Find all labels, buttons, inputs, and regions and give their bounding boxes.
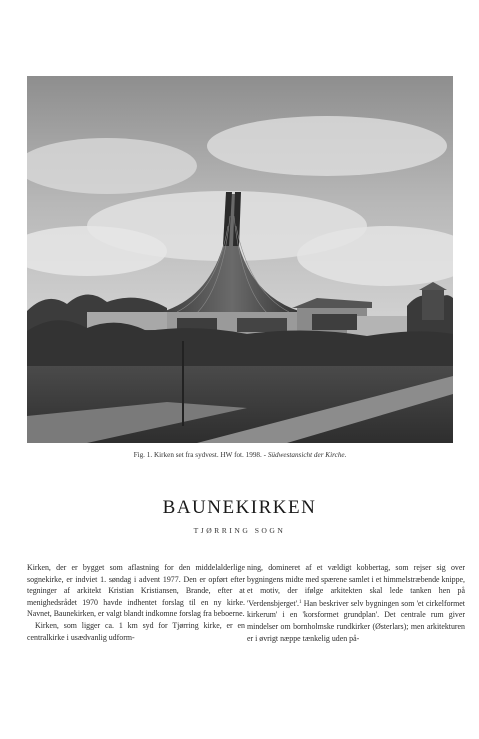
paragraph: Kirken, der er bygget som aflastning for den middelalderlige sognekirke, er indviet 1. søndag i advent 1977. Den er opført efter tegninger af arkitekt Kristian Kristiansen, Brande, efter at menighedsrådet 1970 havde indhentet forslag til en ny kirke. Navnet, Baunekirken, er valgt blandt indkomne forslag fra beboerne. [27,563,245,619]
text-column-left [27,562,245,643]
page-title: BAUNEKIRKEN [162,497,317,518]
paragraph [247,562,465,644]
caption-german: Südwestansicht der Kirche. [267,451,347,459]
footnote-ref: 1 [299,599,302,605]
figure-caption [27,451,453,459]
text-column-right [247,562,465,644]
paragraph-text: Han beskriver selv bygningen som 'et cirkelformet kirkerum' i en 'korsformet grundplan'. Det centrale rum giver mindelser om bornholmske rundkirker (Østerlars); men arkitekturen er i øvrigt næppe tænkelig uden på- [247,598,465,643]
paragraph: Kirken, som ligger ca. 1 km syd for Tjørring kirke, er en centralkirke i usædvanlig udform- [27,620,245,642]
church-photo [27,76,453,443]
caption-main: Fig. 1. Kirken set fra sydvest. HW fot. 1998. - [133,451,267,459]
page-subtitle: TJØRRING SOGN [193,526,286,535]
paragraph-text: ning, domineret af et vældigt kobbertag, som rejser sig over bygningens midte med spærene samlet i et himmelstræbende knippe, et motiv, der ifølge arkitekten skal lede tanken hen på 'Verdensbjerget'. [247,563,465,608]
